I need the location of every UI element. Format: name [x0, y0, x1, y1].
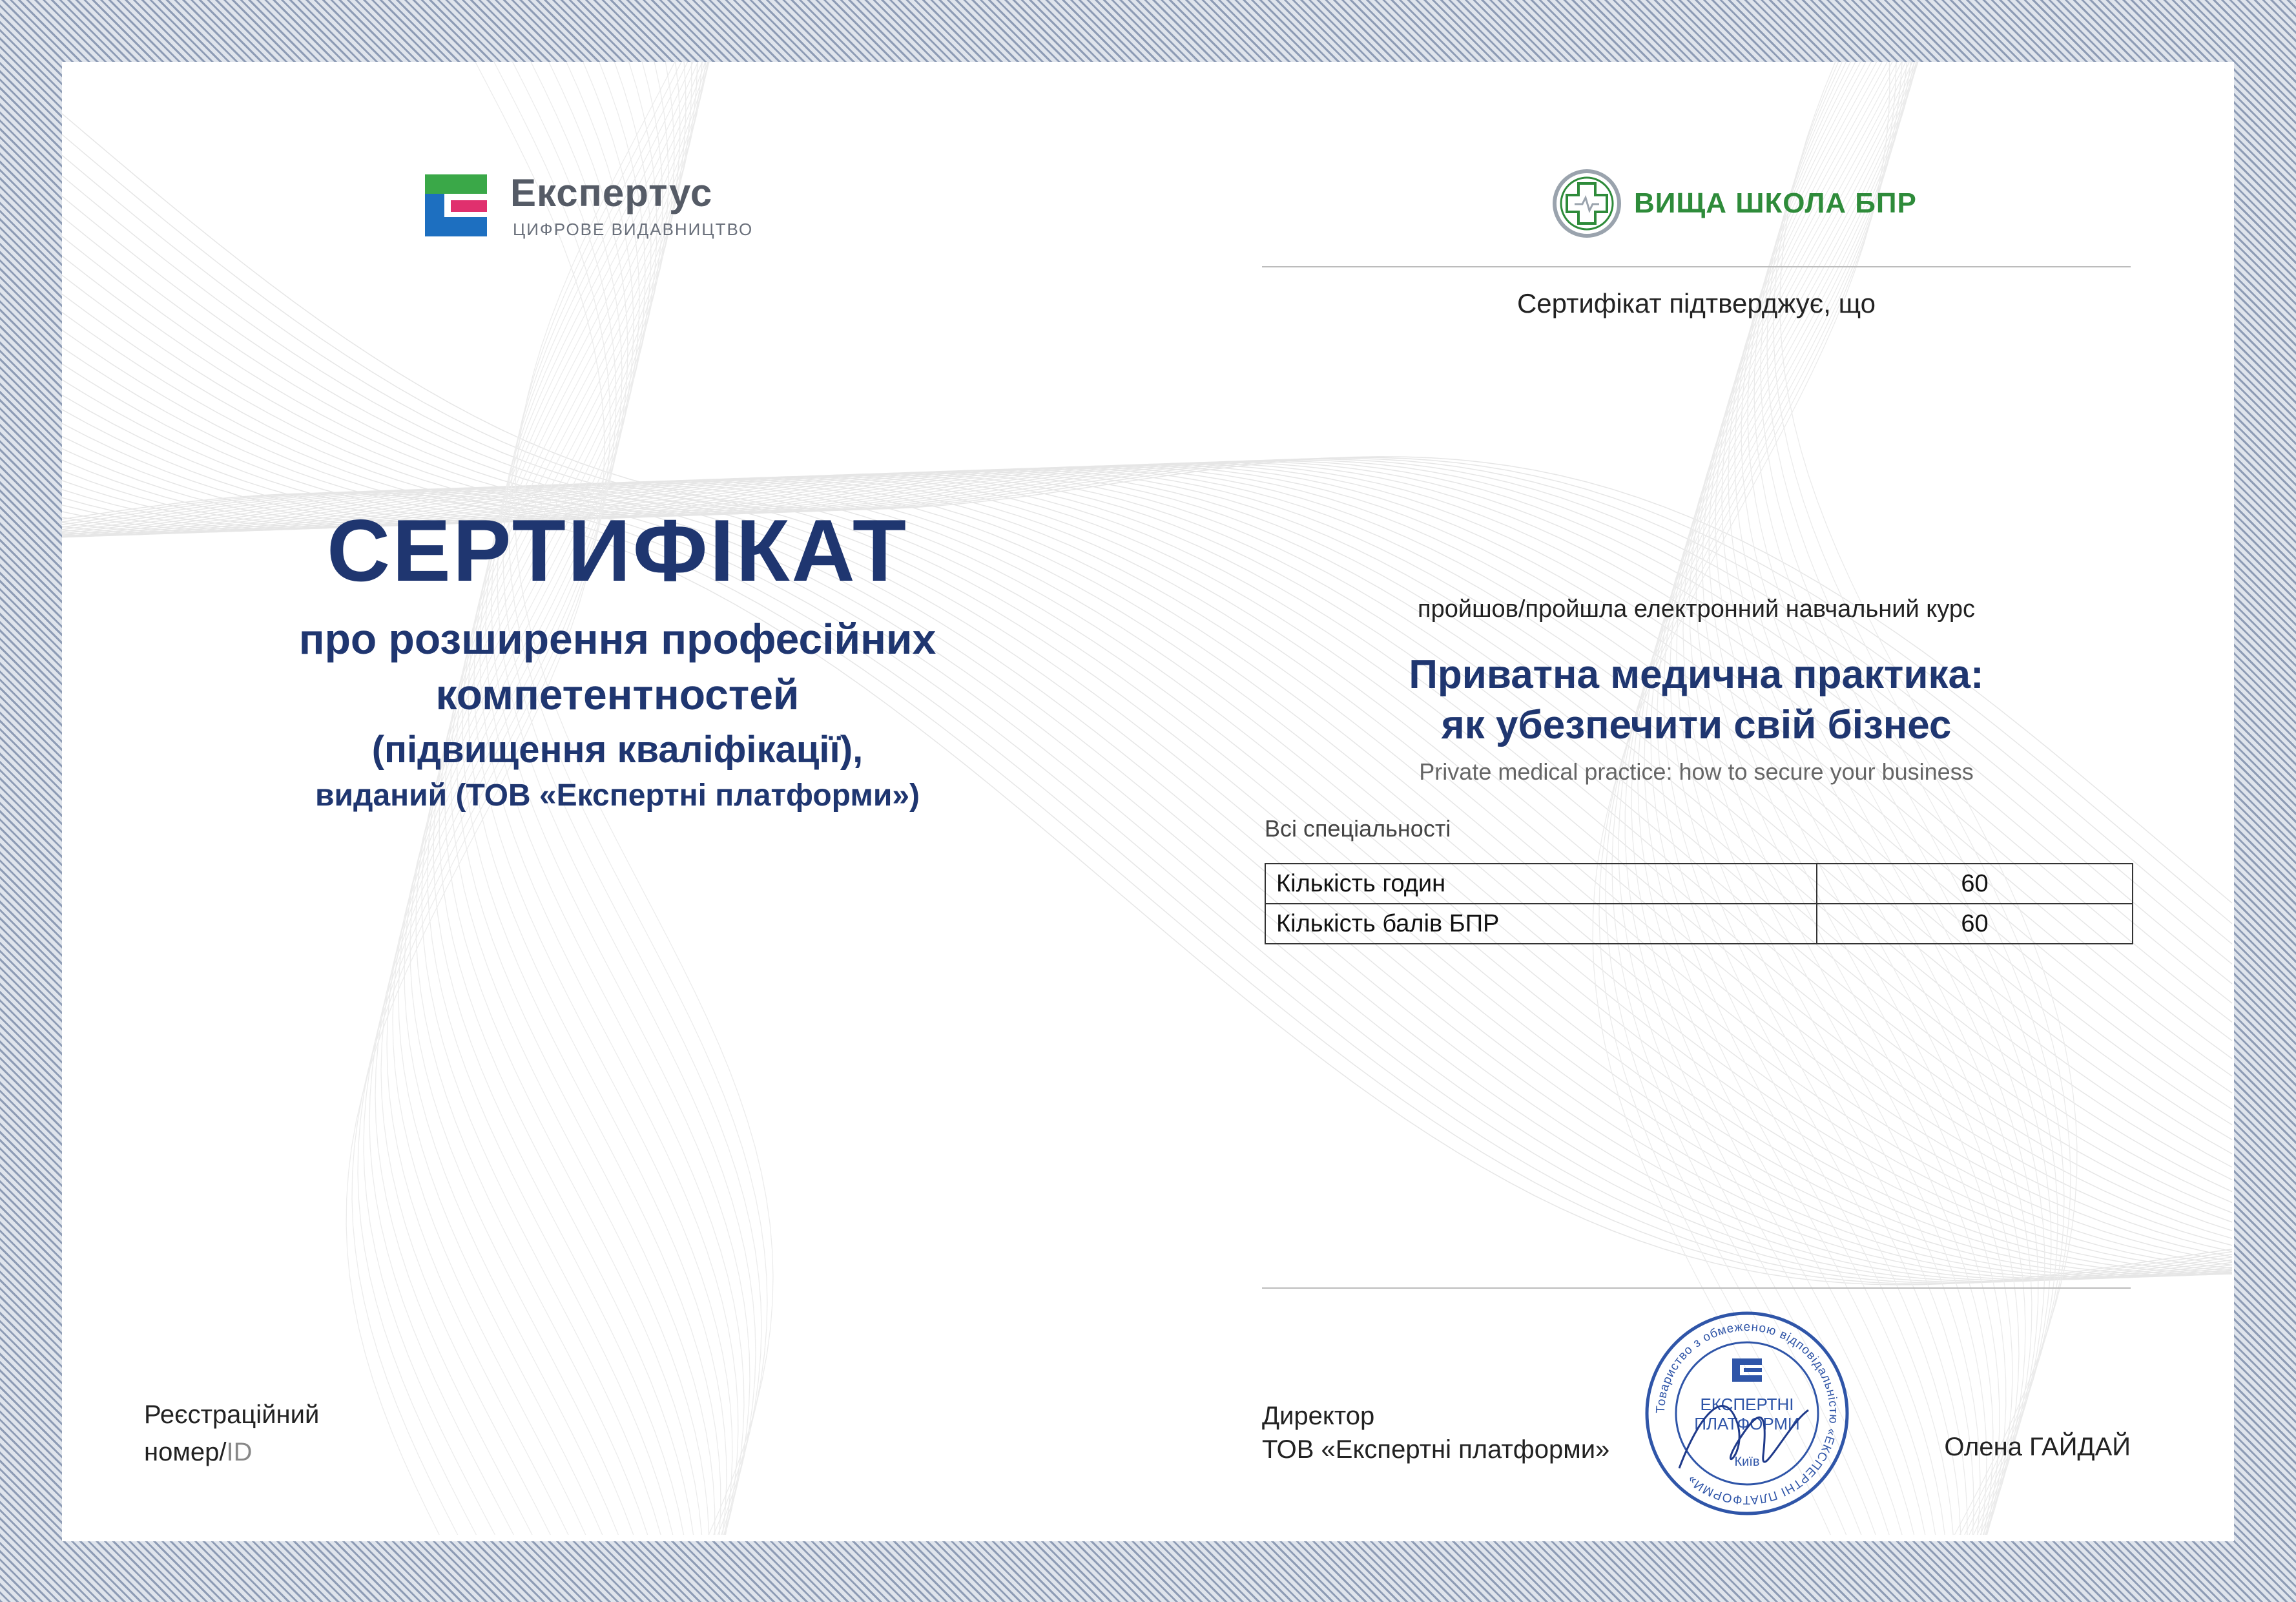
divider [1262, 1287, 2131, 1289]
divider [1262, 266, 2131, 267]
certificate-subtitle [62, 611, 1173, 778]
company-stamp [1640, 1307, 1854, 1520]
certificate-issuer: виданий (ТОВ «Експертні платформи») [315, 778, 920, 813]
medical-cross-icon [1551, 168, 1622, 239]
stamp-center-line: ЕКСПЕРТНІ [1700, 1395, 1794, 1414]
publisher-tagline: ЦИФРОВЕ ВИДАВНИЦТВО [513, 220, 754, 239]
publisher-name: Експертус [510, 171, 713, 214]
stamp-center-line: ПЛАТФОРМИ [1694, 1414, 1800, 1433]
course-title-english: Private medical practice: how to secure your business [1419, 758, 1974, 785]
expertus-logo [425, 171, 787, 245]
school-logo [1551, 168, 1917, 245]
table-row [1265, 864, 2133, 904]
row-label: Кількість балів БПР [1265, 904, 1817, 944]
subtitle-line: (підвищення кваліфікації), [371, 729, 864, 771]
expertus-mark-icon [425, 174, 487, 236]
row-label: Кількість годин [1265, 864, 1817, 904]
subtitle-line: компетентностей [435, 671, 800, 718]
subtitle-line: про розширення професійних [298, 615, 936, 663]
stamp-city: Київ [1734, 1455, 1760, 1469]
confirm-text: Сертифікат підтверджує, що [1516, 288, 1876, 318]
stamp-outer-text: Товариство з обмеженою відповідальністю «ЕКСПЕРТНІ ПЛАТФОРМИ» [1653, 1320, 1841, 1507]
specialties-text: Всі спеціальності [1265, 815, 1451, 842]
course-title-line: як убезпечити свій бізнес [1441, 703, 1952, 747]
director-name: Олена ГАЙДАЙ [1944, 1433, 2131, 1461]
course-title-line: Приватна медична практика: [1409, 652, 1984, 697]
row-value: 60 [1817, 864, 2133, 904]
director-company: ТОВ «Експертні платформи» [1262, 1435, 1610, 1464]
credits-table [1265, 863, 2133, 944]
director-title: Директор [1262, 1402, 1375, 1430]
completed-text: пройшов/пройшла електронний навчальний курс [1418, 596, 1975, 623]
certificate-title: СЕРТИФІКАТ [326, 501, 909, 599]
course-title [1262, 650, 2131, 751]
row-value: 60 [1817, 904, 2133, 944]
table-row [1265, 904, 2133, 944]
registration-label-line2 [144, 1433, 467, 1471]
registration-number [144, 1396, 467, 1471]
certificate-body [62, 62, 2234, 1541]
school-name: ВИЩА ШКОЛА БПР [1634, 187, 1917, 219]
registration-number-label: номер/ [144, 1438, 227, 1466]
registration-id-label: ID [226, 1438, 253, 1466]
registration-label: Реєстраційний [144, 1400, 320, 1429]
